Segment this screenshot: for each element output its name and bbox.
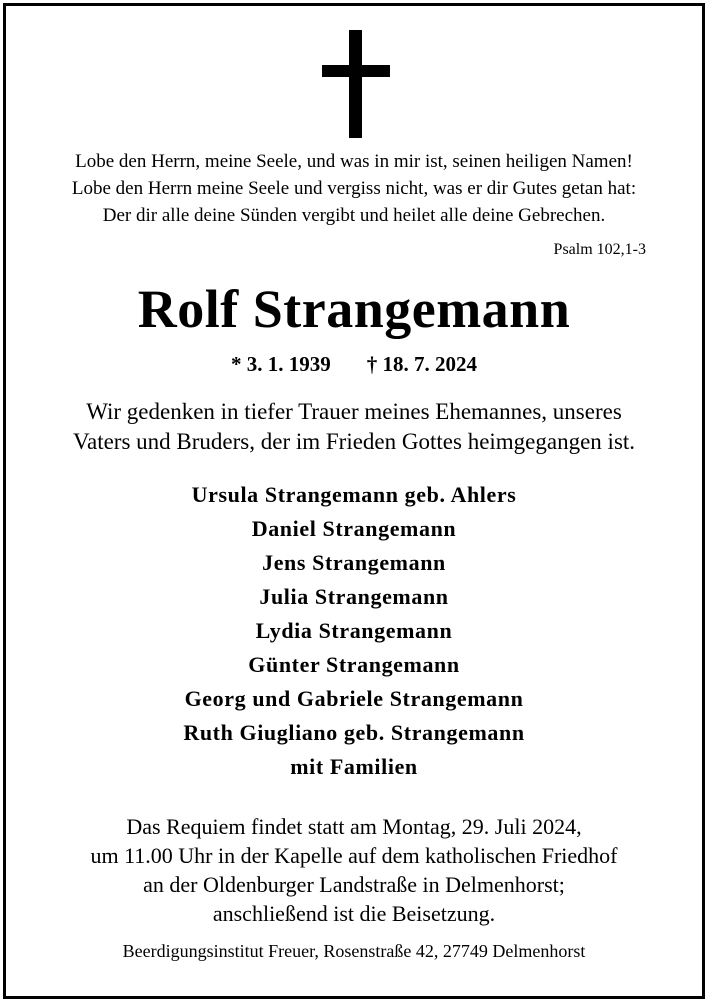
memorial-line: Vaters und Bruders, der im Frieden Gottes heimgegangen ist. [72, 429, 636, 454]
mourner-name: Julia Strangemann [259, 584, 449, 609]
mourner-name: Daniel Strangemann [251, 516, 457, 541]
psalm-line: Der dir alle deine Sünden vergibt und heilet alle deine Gebrechen. [102, 205, 606, 226]
mourner-name: Günter Strangemann [248, 652, 460, 677]
service-line: anschließend ist die Beisetzung. [212, 901, 496, 926]
mourner-name: Jens Strangemann [262, 550, 446, 575]
service-info [0, 812, 708, 928]
mourner-name: Lydia Strangemann [255, 618, 453, 643]
mourners-list [0, 478, 708, 784]
cross-icon [322, 30, 390, 138]
birth-date: * 3. 1. 1939 [231, 352, 331, 376]
mourner-name: Georg und Gabriele Strangemann [184, 686, 524, 711]
psalm-reference: Psalm 102,1-3 [553, 241, 646, 258]
mourner-families: mit Familien [290, 754, 418, 779]
life-dates [0, 352, 708, 377]
service-line: um 11.00 Uhr in der Kapelle auf dem katholischen Friedhof [90, 843, 618, 868]
psalm-line: Lobe den Herrn meine Seele und vergiss nicht, was er dir Gutes getan hat: [71, 178, 637, 199]
psalm-line: Lobe den Herrn, meine Seele, und was in mir ist, seinen heiligen Namen! [75, 151, 633, 172]
memorial-text [0, 397, 708, 457]
service-line: an der Oldenburger Landstraße in Delmenhorst; [143, 872, 565, 897]
mourner-name: Ursula Strangemann geb. Ahlers [191, 482, 517, 507]
undertaker-info: Beerdigungsinstitut Freuer, Rosenstraße 42, 27749 Delmenhorst [122, 941, 586, 961]
mourner-name: Ruth Giugliano geb. Strangemann [183, 720, 525, 745]
deceased-name: Rolf Strangemann [137, 279, 571, 339]
psalm-quote [0, 148, 708, 229]
death-date: † 18. 7. 2024 [366, 352, 477, 376]
service-line: Das Requiem findet statt am Montag, 29. Juli 2024, [126, 814, 582, 839]
memorial-line: Wir gedenken in tiefer Trauer meines Ehemannes, unseres [86, 399, 622, 424]
